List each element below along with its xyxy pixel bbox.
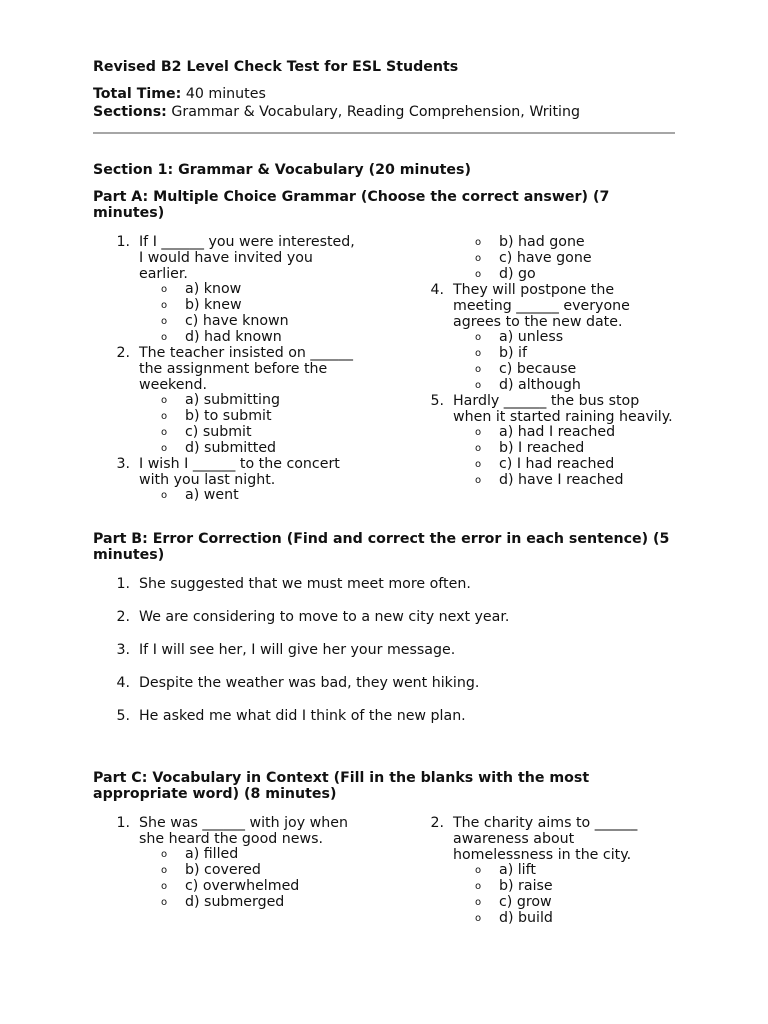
part-c-heading-line-2: appropriate word) (8 minutes) (93, 786, 337, 802)
option-bullet-icon: o (475, 253, 482, 264)
option-b: b) I reached (499, 440, 585, 456)
option-bullet-icon: o (475, 475, 482, 486)
section-1-heading: Section 1: Grammar & Vocabulary (20 minutes) (93, 162, 471, 178)
sections-value: Grammar & Vocabulary, Reading Comprehension, Writing (166, 104, 580, 120)
part-c-heading (93, 770, 589, 802)
option-bullet-icon: o (161, 332, 168, 343)
question-line: when it started raining heavily. (453, 409, 673, 425)
option-bullet-icon: o (475, 380, 482, 391)
question-line: the assignment before the (139, 361, 328, 377)
question-text (139, 815, 348, 847)
total-time-value: 40 minutes (181, 86, 266, 102)
option-bullet-icon: o (161, 881, 168, 892)
question-line: I would have invited you (139, 250, 313, 266)
question-line: They will postpone the (453, 282, 615, 298)
question-line: I wish I ______ to the concert (139, 456, 340, 472)
option-a: a) know (185, 281, 242, 297)
option-bullet-icon: o (161, 427, 168, 438)
question-line: The charity aims to ______ (453, 815, 638, 831)
option-bullet-icon: o (475, 269, 482, 280)
option-b: b) if (499, 345, 527, 361)
option-bullet-icon: o (475, 881, 482, 892)
option-a: a) filled (185, 846, 239, 862)
question-line: with you last night. (139, 472, 276, 488)
option-bullet-icon: o (475, 913, 482, 924)
part-b-item-1: She suggested that we must meet more often. (139, 576, 471, 592)
part-b-item-3: If I will see her, I will give her your message. (139, 642, 456, 658)
question-number: 2. (116, 345, 130, 361)
part-c-heading-line-1: Part C: Vocabulary in Context (Fill in the blanks with the most (93, 770, 590, 786)
option-c: c) I had reached (499, 456, 615, 472)
question-text (139, 456, 340, 488)
question-number: 3. (116, 456, 130, 472)
part-b-item-number: 5. (116, 708, 130, 724)
part-b-item-2: We are considering to move to a new city next year. (139, 609, 510, 625)
part-b-item-number: 3. (116, 642, 130, 658)
option-d: d) submitted (185, 440, 277, 456)
option-b: b) to submit (185, 408, 272, 424)
option-bullet-icon: o (475, 364, 482, 375)
option-c: c) submit (185, 424, 252, 440)
question-line: Hardly ______ the bus stop (453, 393, 640, 409)
part-b-item-number: 4. (116, 675, 130, 691)
part-a-heading (93, 189, 609, 221)
document-title: Revised B2 Level Check Test for ESL Students (93, 59, 459, 75)
part-b-heading (93, 531, 669, 563)
option-bullet-icon: o (161, 316, 168, 327)
option-a: a) lift (499, 862, 536, 878)
question-line: weekend. (139, 377, 208, 393)
question-line: earlier. (139, 266, 188, 282)
question-line: She was ______ with joy when (139, 815, 348, 831)
part-b-heading-line-1: Part B: Error Correction (Find and correct the error in each sentence) (5 (93, 531, 670, 547)
option-bullet-icon: o (161, 865, 168, 876)
option-bullet-icon: o (475, 459, 482, 470)
question-number: 1. (116, 815, 130, 831)
option-a: a) had I reached (499, 424, 616, 440)
option-a: a) submitting (185, 392, 280, 408)
option-bullet-icon: o (475, 865, 482, 876)
question-line: If I ______ you were interested, (139, 234, 355, 250)
option-b: b) knew (185, 297, 242, 313)
option-b: b) had gone (499, 234, 585, 250)
option-bullet-icon: o (161, 300, 168, 311)
question-number: 1. (116, 234, 130, 250)
part-a-heading-line-1: Part A: Multiple Choice Grammar (Choose the correct answer) (7 (93, 189, 610, 205)
option-bullet-icon: o (475, 348, 482, 359)
question-text (453, 282, 630, 330)
part-a-heading-line-2: minutes) (93, 205, 165, 221)
option-bullet-icon: o (161, 443, 168, 454)
option-bullet-icon: o (161, 395, 168, 406)
question-text (453, 815, 637, 863)
option-bullet-icon: o (161, 897, 168, 908)
question-line: awareness about (453, 831, 575, 847)
option-d: d) submerged (185, 894, 285, 910)
option-c: c) because (499, 361, 577, 377)
part-b-item-number: 2. (116, 609, 130, 625)
option-b: b) covered (185, 862, 261, 878)
part-b-item-5: He asked me what did I think of the new plan. (139, 708, 466, 724)
question-line: homelessness in the city. (453, 847, 632, 863)
option-d: d) had known (185, 329, 282, 345)
option-d: d) have I reached (499, 472, 624, 488)
question-number: 4. (430, 282, 444, 298)
question-line: she heard the good news. (139, 831, 324, 847)
part-b-item-number: 1. (116, 576, 130, 592)
option-bullet-icon: o (161, 849, 168, 860)
sections-label: Sections: (93, 104, 167, 120)
part-b-item-4: Despite the weather was bad, they went hiking. (139, 675, 480, 691)
option-bullet-icon: o (475, 443, 482, 454)
option-bullet-icon: o (161, 411, 168, 422)
question-text (139, 345, 353, 393)
option-a: a) unless (499, 329, 564, 345)
question-line: agrees to the new date. (453, 314, 623, 330)
question-text (453, 393, 673, 425)
question-line: The teacher insisted on ______ (139, 345, 353, 361)
total-time-label: Total Time: (93, 86, 182, 102)
option-bullet-icon: o (161, 490, 168, 501)
option-a: a) went (185, 487, 239, 503)
option-c: c) overwhelmed (185, 878, 300, 894)
option-c: c) have gone (499, 250, 592, 266)
total-time-line (93, 86, 266, 102)
option-d: d) although (499, 377, 581, 393)
option-c: c) grow (499, 894, 552, 910)
option-bullet-icon: o (475, 332, 482, 343)
part-b-heading-line-2: minutes) (93, 547, 165, 563)
option-d: d) build (499, 910, 553, 926)
option-bullet-icon: o (161, 284, 168, 295)
question-number: 5. (430, 393, 444, 409)
question-line: meeting ______ everyone (453, 298, 630, 314)
question-text (139, 234, 355, 282)
question-number: 2. (430, 815, 444, 831)
option-bullet-icon: o (475, 897, 482, 908)
option-b: b) raise (499, 878, 553, 894)
option-bullet-icon: o (475, 427, 482, 438)
option-c: c) have known (185, 313, 289, 329)
horizontal-divider (93, 132, 675, 134)
sections-line (93, 104, 580, 120)
option-bullet-icon: o (475, 237, 482, 248)
option-d: d) go (499, 266, 536, 282)
